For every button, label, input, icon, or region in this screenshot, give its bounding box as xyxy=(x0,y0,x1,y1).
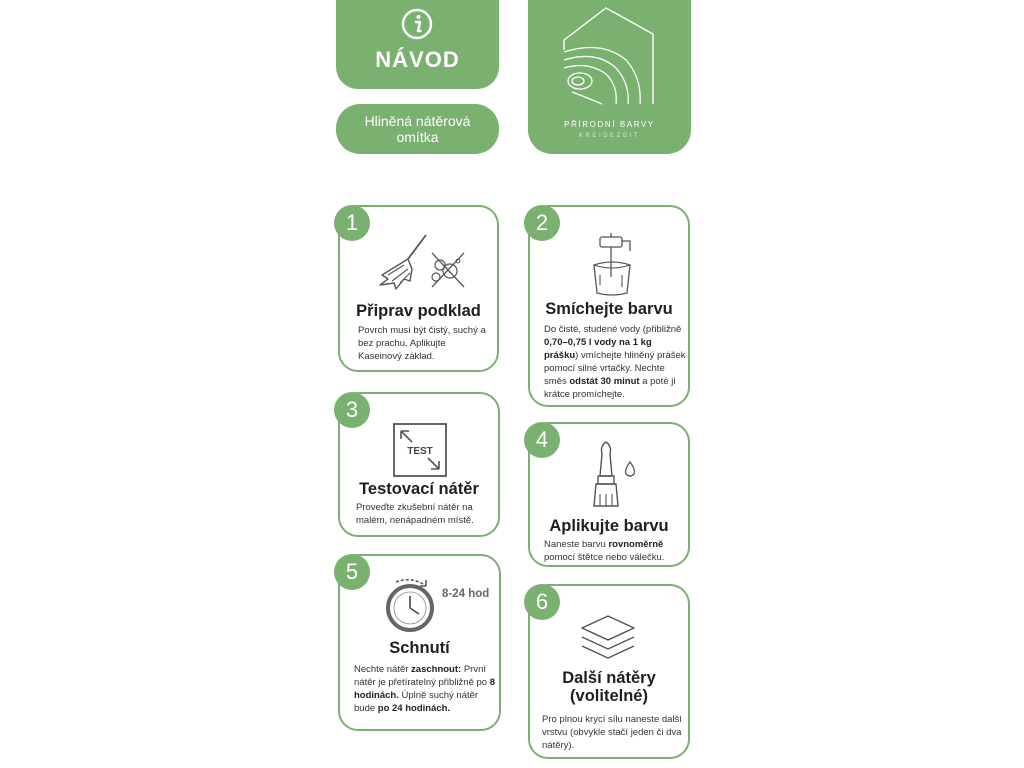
mixer-bucket-icon xyxy=(588,231,636,297)
step-text: Nechte nátěr zaschnout: První nátěr je přetíratelný přibližně po 8 hodinách. Úplně suchý nátěr bude po 24 hodinách. xyxy=(354,664,496,714)
step-number: 4 xyxy=(524,422,560,458)
step-card-6 xyxy=(528,584,690,759)
layers-icon xyxy=(578,612,638,662)
paintbrush-icon xyxy=(586,438,642,510)
step-text: Povrch musí být čistý, suchý a bez prachu. Aplikujte Kaseinový základ. xyxy=(358,325,486,362)
step-title: Připrav podklad xyxy=(356,302,481,320)
drying-time-label: 8-24 hod xyxy=(442,588,490,600)
step-title-line2: (volitelné) xyxy=(570,687,648,705)
test-label: TEST xyxy=(407,446,433,457)
step-title: Testovací nátěr xyxy=(359,480,479,498)
step-title: Schnutí xyxy=(389,639,450,657)
step-title xyxy=(530,669,688,705)
step-text: Naneste barvu rovnoměrně pomocí štětce nebo válečku. xyxy=(544,539,665,563)
step-number: 5 xyxy=(334,554,370,590)
brand-name: PŘÍRODNÍ BARVY xyxy=(564,120,655,129)
step-card-1 xyxy=(338,205,499,372)
test-square-icon xyxy=(392,422,448,478)
step-title-line1: Další nátěry xyxy=(562,669,656,687)
info-icon xyxy=(401,8,433,40)
product-name: Hliněná nátěrová omítka xyxy=(336,104,499,154)
step-card-2 xyxy=(528,205,690,407)
step-title: Smíchejte barvu xyxy=(545,300,673,318)
duster-icon xyxy=(374,229,466,291)
step-card-4 xyxy=(528,422,690,567)
step-title: Aplikujte barvu xyxy=(549,517,669,535)
step-card-3 xyxy=(338,392,500,537)
clock-icon xyxy=(382,574,442,636)
title-tile xyxy=(336,0,499,89)
brand-logo xyxy=(528,0,691,154)
house-wood-rings-icon xyxy=(558,6,658,116)
step-number: 3 xyxy=(334,392,370,428)
brand-sub: KREIDEZEIT xyxy=(578,133,641,139)
step-number: 1 xyxy=(334,205,370,241)
step-number: 6 xyxy=(524,584,560,620)
step-text: Pro plnou krycí sílu naneste další vrstvu (obvykle stačí jeden či dva nátěry). xyxy=(542,714,682,751)
step-number: 2 xyxy=(524,205,560,241)
page-title: NÁVOD xyxy=(375,47,460,72)
step-text: Proveďte zkušební nátěr na malém, nenápadném místě. xyxy=(356,502,474,526)
step-card-5 xyxy=(338,554,501,731)
step-text: Do čisté, studené vody (přibližně 0,70–0,75 l vody na 1 kg prášku) vmíchejte hliněný prášek pomocí silné vrtačky. Nechte směs odstát 30 minut a poté ji krátce promíchejte. xyxy=(544,324,686,400)
